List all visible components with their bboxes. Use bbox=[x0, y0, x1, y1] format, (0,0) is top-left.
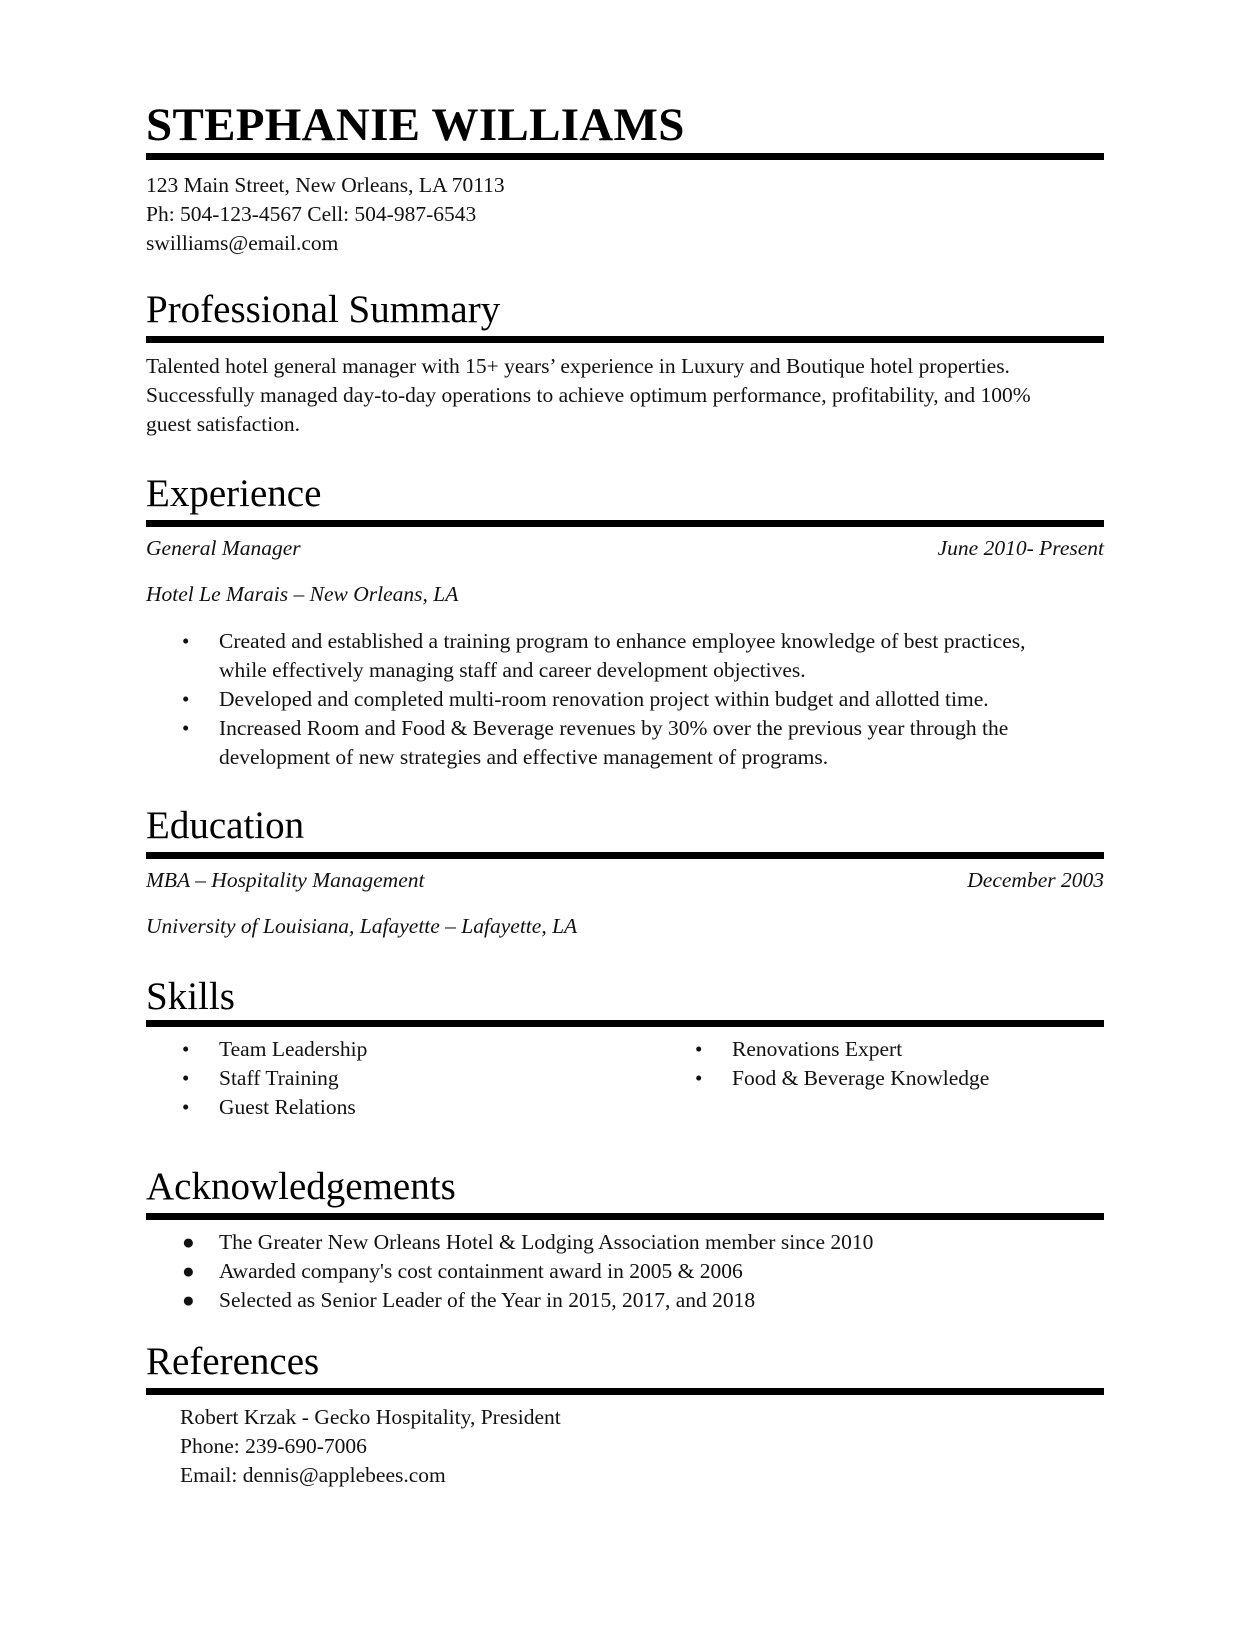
experience-rule bbox=[146, 520, 1104, 527]
list-item: • Developed and completed multi-room renovation project within budget and allotted time. bbox=[182, 687, 989, 711]
degree: MBA – Hospitality Management bbox=[146, 868, 425, 892]
list-item: ● The Greater New Orleans Hotel & Lodging Association member since 2010 bbox=[182, 1230, 874, 1254]
education-heading: Education bbox=[146, 804, 305, 847]
acknowledgements-heading: Acknowledgements bbox=[146, 1165, 456, 1208]
list-item: • Team Leadership bbox=[182, 1037, 368, 1061]
candidate-name: STEPHANIE WILLIAMS bbox=[146, 99, 685, 151]
school: University of Louisiana, Lafayette – Lafayette, LA bbox=[146, 914, 578, 938]
summary-heading: Professional Summary bbox=[146, 288, 501, 331]
reference-name: Robert Krzak - Gecko Hospitality, President bbox=[180, 1405, 561, 1429]
list-item: • Increased Room and Food & Beverage revenues by 30% over the previous year through the bbox=[182, 716, 1009, 740]
list-item: • Created and established a training program to enhance employee knowledge of best practices, bbox=[182, 629, 1026, 653]
list-item-continuation: development of new strategies and effective management of programs. bbox=[219, 745, 829, 769]
summary-line: Talented hotel general manager with 15+ years’ experience in Luxury and Boutique hotel properties. bbox=[146, 354, 1010, 378]
summary-rule bbox=[146, 336, 1104, 343]
list-item: • Renovations Expert bbox=[695, 1037, 903, 1061]
skills-rule bbox=[146, 1020, 1104, 1027]
job-company: Hotel Le Marais – New Orleans, LA bbox=[146, 582, 459, 606]
list-item: • Guest Relations bbox=[182, 1095, 356, 1119]
acknowledgements-rule bbox=[146, 1213, 1104, 1220]
list-item-continuation: while effectively managing staff and career development objectives. bbox=[219, 658, 806, 682]
skills-heading: Skills bbox=[146, 975, 235, 1018]
job-dates: June 2010- Present bbox=[937, 536, 1104, 560]
list-item: • Staff Training bbox=[182, 1066, 339, 1090]
reference-phone: Phone: 239-690-7006 bbox=[180, 1434, 367, 1458]
references-heading: References bbox=[146, 1340, 320, 1383]
education-rule bbox=[146, 852, 1104, 859]
skills-list-right bbox=[695, 1035, 990, 1093]
degree-date: December 2003 bbox=[967, 868, 1104, 892]
experience-heading: Experience bbox=[146, 472, 322, 515]
reference-email: Email: dennis@applebees.com bbox=[180, 1463, 446, 1487]
job-title: General Manager bbox=[146, 536, 301, 560]
header-rule bbox=[146, 153, 1104, 160]
summary-line: Successfully managed day-to-day operations to achieve optimum performance, profitability, and 100% bbox=[146, 383, 1031, 407]
phone-numbers: Ph: 504-123-4567 Cell: 504-987-6543 bbox=[146, 202, 477, 226]
experience-bullets bbox=[182, 627, 1026, 772]
address: 123 Main Street, New Orleans, LA 70113 bbox=[146, 173, 505, 197]
acknowledgements-list bbox=[182, 1228, 874, 1315]
list-item: ● Selected as Senior Leader of the Year in 2015, 2017, and 2018 bbox=[182, 1288, 756, 1312]
references-rule bbox=[146, 1388, 1104, 1395]
list-item: ● Awarded company's cost containment award in 2005 & 2006 bbox=[182, 1259, 743, 1283]
skills-list-left bbox=[182, 1035, 368, 1122]
summary-line: guest satisfaction. bbox=[146, 412, 301, 436]
list-item: • Food & Beverage Knowledge bbox=[695, 1066, 990, 1090]
email: swilliams@email.com bbox=[146, 231, 339, 255]
